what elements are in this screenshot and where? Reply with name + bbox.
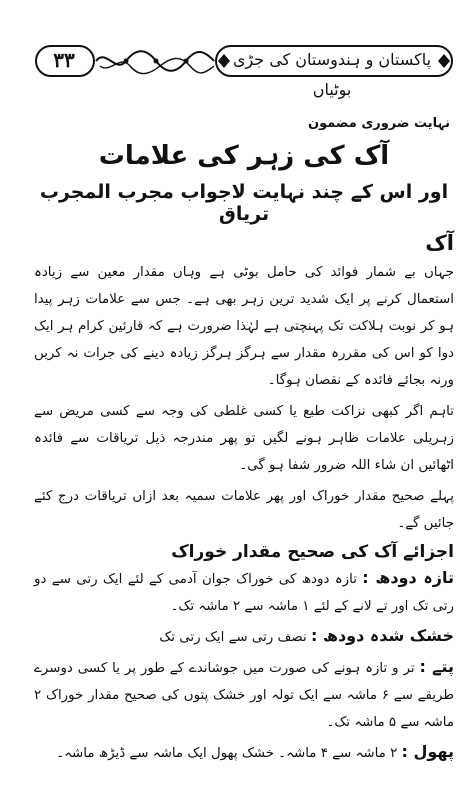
dosage-item-dried-milk [34, 622, 454, 651]
page-body [34, 116, 454, 767]
dosage-term: پتے : [419, 657, 455, 676]
topic-heading: آک [425, 231, 454, 255]
dosage-text: تازہ دودھ کی خوراک جوان آدمی کے لئے ایک رتی سے دو رتی تک اور تے لانے کے لئے ۱ ماشہ سے ۲ ماشہ تک۔ [34, 572, 454, 614]
paragraph-order-note: پہلے صحیح مقدار خوراک اور پھر علامات سمیہ بعد ازاں تریاقات درج کئے جائیں گے۔ [34, 489, 454, 531]
dosage-text: تر و تازہ ہونے کی صورت میں جوشاندے کے طور پر یا کسی دوسرے طریقے سے ۶ ماشہ سے ایک تولہ اور خشک پتوں کی صحیح مقدار خوراک ۲ ماشہ سے ۵ ماشہ تک۔ [34, 661, 454, 730]
dosage-item-fresh-milk [34, 564, 454, 620]
dosage-text: نصف رتی سے ایک رتی تک [159, 630, 307, 645]
running-header-title: پاکستان و ہندوستان کی جڑی بوٹیاں [232, 50, 432, 99]
dosage-term: پھول : [401, 742, 454, 761]
dosage-item-leaves [34, 653, 454, 736]
section-label: نہایت ضروری مضمون [307, 116, 450, 131]
dosage-heading: اجزائے آک کی صحیح مقدار خوراک [171, 542, 454, 562]
page-subtitle: اور اس کے چند نہایت لاجواب مجرب المجرب تریاق [39, 181, 449, 225]
page-number: ۳۳ [53, 48, 75, 72]
paragraph-antidote-note: تاہم اگر کبھی نزاکت طبع یا کسی غلطی کی وجہ سے کسی مریض سے زہریلی علامات ظاہر ہونے لگیں تو پھر مندرجہ ذیل تریاقات سے فائدہ اٹھائیں ان شاء اللہ ضرور شفا ہو گی۔ [34, 404, 454, 473]
dosage-term: خشک شدہ دودھ : [310, 626, 454, 645]
page-title: آک کی زہر کی علامات [98, 141, 390, 171]
paragraph-intro: جہاں بے شمار فوائد کی حامل بوٹی ہے وہاں مقدار معین سے زیادہ استعمال کرنے پر ایک شدید ترین زہر بھی ہے۔ جس سے علامات زہر پیدا ہو کر نوبت ہلاکت تک پہنچتی ہے لہٰذا ضرورت ہے کہ قارئین کرام ہر ایک دوا کو اس کی مقررہ مقدار سے ہرگز ہرگز زیادہ دینے کی جرات نہ کریں ورنہ بجائے فائدہ کے نقصان ہوگا۔ [34, 265, 454, 388]
dosage-term: تازہ دودھ : [362, 568, 454, 587]
dosage-text: ۲ ماشہ سے ۴ ماشہ۔ خشک پھول ایک ماشہ سے ڈیڑھ ماشہ۔ [56, 746, 398, 761]
dosage-item-flowers [34, 738, 454, 767]
